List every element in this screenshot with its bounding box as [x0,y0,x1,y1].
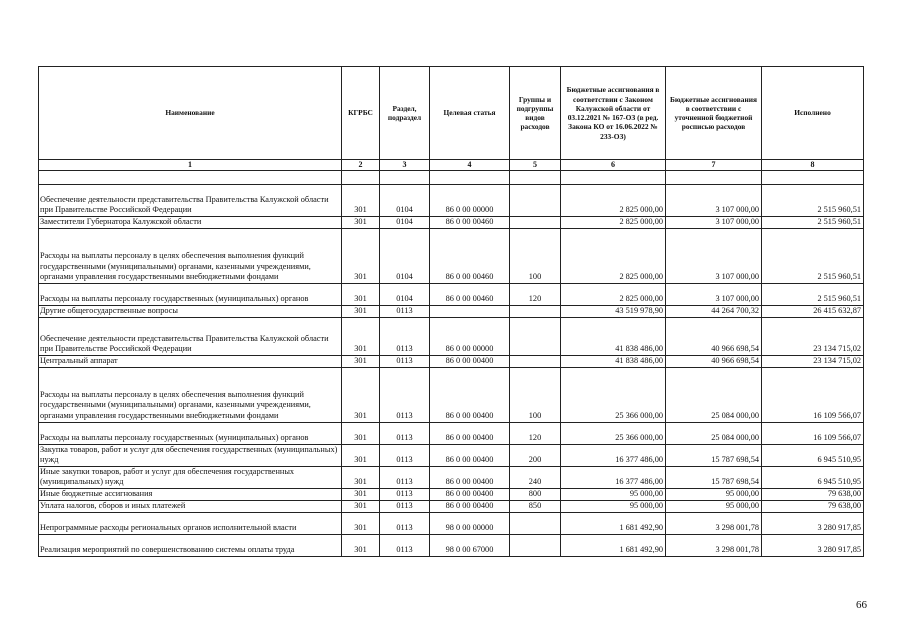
table-cell-done: 79 638,00 [762,500,864,512]
table-cell-kgrbs: 301 [342,489,380,501]
table-cell-group [510,217,561,229]
column-number: 5 [510,160,561,171]
table-cell-target: 98 0 00 00000 [430,512,510,534]
table-cell-kgrbs: 301 [342,228,380,283]
table-cell-razdel: 0113 [380,305,430,317]
table-cell-law: 41 838 486,00 [561,355,666,367]
table-row [39,500,864,512]
table-cell-done: 2 515 960,51 [762,283,864,305]
table-cell-razdel: 0113 [380,534,430,556]
spacer-row [39,171,864,185]
table-row [39,512,864,534]
table-cell-target: 86 0 00 00460 [430,283,510,305]
table-header-row [39,67,864,160]
budget-table [38,66,864,557]
table-cell-kgrbs: 301 [342,283,380,305]
table-cell-group: 800 [510,489,561,501]
table-cell-refined: 3 298 001,78 [666,512,762,534]
table-cell-refined: 95 000,00 [666,500,762,512]
table-cell-refined: 40 966 698,54 [666,355,762,367]
table-row [39,489,864,501]
column-number: 8 [762,160,864,171]
table-cell-name: Реализация мероприятий по совершенствованию системы оплаты труда [39,534,342,556]
table-cell-law: 95 000,00 [561,500,666,512]
table-row [39,422,864,444]
table-row [39,444,864,466]
table-cell-refined: 95 000,00 [666,489,762,501]
header-name: Наименование [39,67,342,160]
table-cell-done: 2 515 960,51 [762,217,864,229]
table-cell-name: Центральный аппарат [39,355,342,367]
column-number: 3 [380,160,430,171]
table-cell-kgrbs: 301 [342,355,380,367]
table-cell-group [510,355,561,367]
table-cell-name: Иные закупки товаров, работ и услуг для обеспечения государственных (муниципальных) нужд [39,466,342,488]
table-cell-name: Обеспечение деятельности представительства Правительства Калужской области при Правительстве Российской Федерации [39,185,342,217]
table-cell-refined: 3 107 000,00 [666,217,762,229]
table-cell-razdel: 0113 [380,422,430,444]
table-body [39,185,864,557]
column-numbers-row [39,160,864,171]
table-cell-kgrbs: 301 [342,305,380,317]
table-cell-group: 120 [510,283,561,305]
table-cell-group: 120 [510,422,561,444]
table-cell-target: 86 0 00 00400 [430,444,510,466]
table-cell-name: Закупка товаров, работ и услуг для обеспечения государственных (муниципальных) нужд [39,444,342,466]
table-cell-group [510,317,561,355]
table-cell-law: 16 377 486,00 [561,444,666,466]
table-row [39,217,864,229]
header-law: Бюджетные ассигнования в соответствии с Законом Калужской области от 03.12.2021 № 167-ОЗ (в ред. Закона КО от 16.06.2022 № 233-ОЗ) [561,67,666,160]
table-cell-group: 240 [510,466,561,488]
table-cell-law: 1 681 492,90 [561,534,666,556]
table-cell-done: 3 280 917,85 [762,534,864,556]
table-cell-refined: 3 107 000,00 [666,228,762,283]
table-cell-refined: 3 298 001,78 [666,534,762,556]
table-cell-target: 86 0 00 00460 [430,228,510,283]
table-cell-group [510,534,561,556]
table-row [39,305,864,317]
table-cell-razdel: 0113 [380,512,430,534]
table-cell-name: Обеспечение деятельности представительства Правительства Калужской области при Правительстве Российской Федерации [39,317,342,355]
table-row [39,466,864,488]
table-cell-group: 200 [510,444,561,466]
table-cell-law: 25 366 000,00 [561,367,666,422]
table-cell-law: 16 377 486,00 [561,466,666,488]
table-cell-name: Непрограммные расходы региональных органов исполнительной власти [39,512,342,534]
table-row [39,185,864,217]
table-cell-done: 23 134 715,02 [762,317,864,355]
table-cell-refined: 40 966 698,54 [666,317,762,355]
table-cell-done: 26 415 632,87 [762,305,864,317]
table-cell-refined: 25 084 000,00 [666,422,762,444]
table-cell-group: 850 [510,500,561,512]
table-cell-name: Иные бюджетные ассигнования [39,489,342,501]
column-number: 6 [561,160,666,171]
table-cell-law: 1 681 492,90 [561,512,666,534]
header-done: Исполнено [762,67,864,160]
table-row [39,317,864,355]
table-cell-target: 86 0 00 00400 [430,422,510,444]
table-cell-group [510,512,561,534]
table-cell-done: 2 515 960,51 [762,185,864,217]
table-cell-razdel: 0104 [380,228,430,283]
table-cell-kgrbs: 301 [342,444,380,466]
column-number: 4 [430,160,510,171]
table-cell-law: 2 825 000,00 [561,228,666,283]
table-cell-target [430,305,510,317]
table-cell-target: 86 0 00 00400 [430,367,510,422]
table-cell-target: 86 0 00 00000 [430,185,510,217]
table-cell-kgrbs: 301 [342,367,380,422]
table-cell-done: 3 280 917,85 [762,512,864,534]
table-cell-name: Уплата налогов, сборов и иных платежей [39,500,342,512]
table-cell-refined: 15 787 698,54 [666,466,762,488]
table-cell-name: Другие общегосударственные вопросы [39,305,342,317]
table-cell-razdel: 0104 [380,283,430,305]
table-cell-done: 23 134 715,02 [762,355,864,367]
header-kgrbs: КГРБС [342,67,380,160]
table-cell-razdel: 0113 [380,500,430,512]
table-cell-refined: 44 264 700,32 [666,305,762,317]
table-cell-law: 2 825 000,00 [561,283,666,305]
table-cell-target: 86 0 00 00400 [430,355,510,367]
header-razdel: Раздел, подраздел [380,67,430,160]
table-cell-kgrbs: 301 [342,512,380,534]
table-cell-razdel: 0104 [380,217,430,229]
table-cell-kgrbs: 301 [342,217,380,229]
column-number: 7 [666,160,762,171]
table-cell-name: Расходы на выплаты персоналу в целях обеспечения выполнения функций государственными (муниципальными) органами, казенными учреждениями, органами управления государственными внебюджетными фондами [39,228,342,283]
header-target: Целевая статья [430,67,510,160]
table-cell-refined: 15 787 698,54 [666,444,762,466]
table-cell-group: 100 [510,367,561,422]
column-number: 1 [39,160,342,171]
table-row [39,534,864,556]
table-cell-kgrbs: 301 [342,466,380,488]
table-cell-refined: 3 107 000,00 [666,283,762,305]
table-cell-target: 98 0 00 67000 [430,534,510,556]
table-cell-law: 43 519 978,90 [561,305,666,317]
table-cell-name: Расходы на выплаты персоналу государственных (муниципальных) органов [39,283,342,305]
table-cell-law: 95 000,00 [561,489,666,501]
table-cell-done: 6 945 510,95 [762,444,864,466]
table-cell-razdel: 0113 [380,317,430,355]
table-cell-razdel: 0113 [380,489,430,501]
table-cell-target: 86 0 00 00400 [430,466,510,488]
table-cell-done: 6 945 510,95 [762,466,864,488]
table-cell-razdel: 0113 [380,466,430,488]
table-cell-done: 16 109 566,07 [762,422,864,444]
table-row [39,355,864,367]
table-cell-done: 2 515 960,51 [762,228,864,283]
table-cell-razdel: 0104 [380,185,430,217]
table-cell-done: 79 638,00 [762,489,864,501]
table-cell-razdel: 0113 [380,367,430,422]
table-cell-target: 86 0 00 00400 [430,489,510,501]
column-number: 2 [342,160,380,171]
table-cell-kgrbs: 301 [342,534,380,556]
table-cell-law: 41 838 486,00 [561,317,666,355]
table-cell-kgrbs: 301 [342,500,380,512]
page-number: 66 [856,599,867,611]
table-cell-target: 86 0 00 00000 [430,317,510,355]
table-cell-law: 2 825 000,00 [561,185,666,217]
table-row [39,283,864,305]
table-cell-kgrbs: 301 [342,422,380,444]
table-cell-target: 86 0 00 00460 [430,217,510,229]
table-cell-razdel: 0113 [380,355,430,367]
table-cell-kgrbs: 301 [342,317,380,355]
table-cell-refined: 25 084 000,00 [666,367,762,422]
table-cell-name: Заместители Губернатора Калужской области [39,217,342,229]
table-cell-group: 100 [510,228,561,283]
table-cell-kgrbs: 301 [342,185,380,217]
table-cell-target: 86 0 00 00400 [430,500,510,512]
table-cell-law: 2 825 000,00 [561,217,666,229]
table-row [39,228,864,283]
table-cell-group [510,185,561,217]
header-group: Группы и подгруппы видов расходов [510,67,561,160]
table-cell-name: Расходы на выплаты персоналу государственных (муниципальных) органов [39,422,342,444]
table-cell-group [510,305,561,317]
table-cell-name: Расходы на выплаты персоналу в целях обеспечения выполнения функций государственными (муниципальными) органами, казенными учреждениями, органами управления государственными внебюджетными фондами [39,367,342,422]
table-cell-done: 16 109 566,07 [762,367,864,422]
header-refined: Бюджетные ассигнования в соответствии с уточненной бюджетной росписью расходов [666,67,762,160]
table-cell-law: 25 366 000,00 [561,422,666,444]
table-row [39,367,864,422]
table-cell-refined: 3 107 000,00 [666,185,762,217]
table-cell-razdel: 0113 [380,444,430,466]
